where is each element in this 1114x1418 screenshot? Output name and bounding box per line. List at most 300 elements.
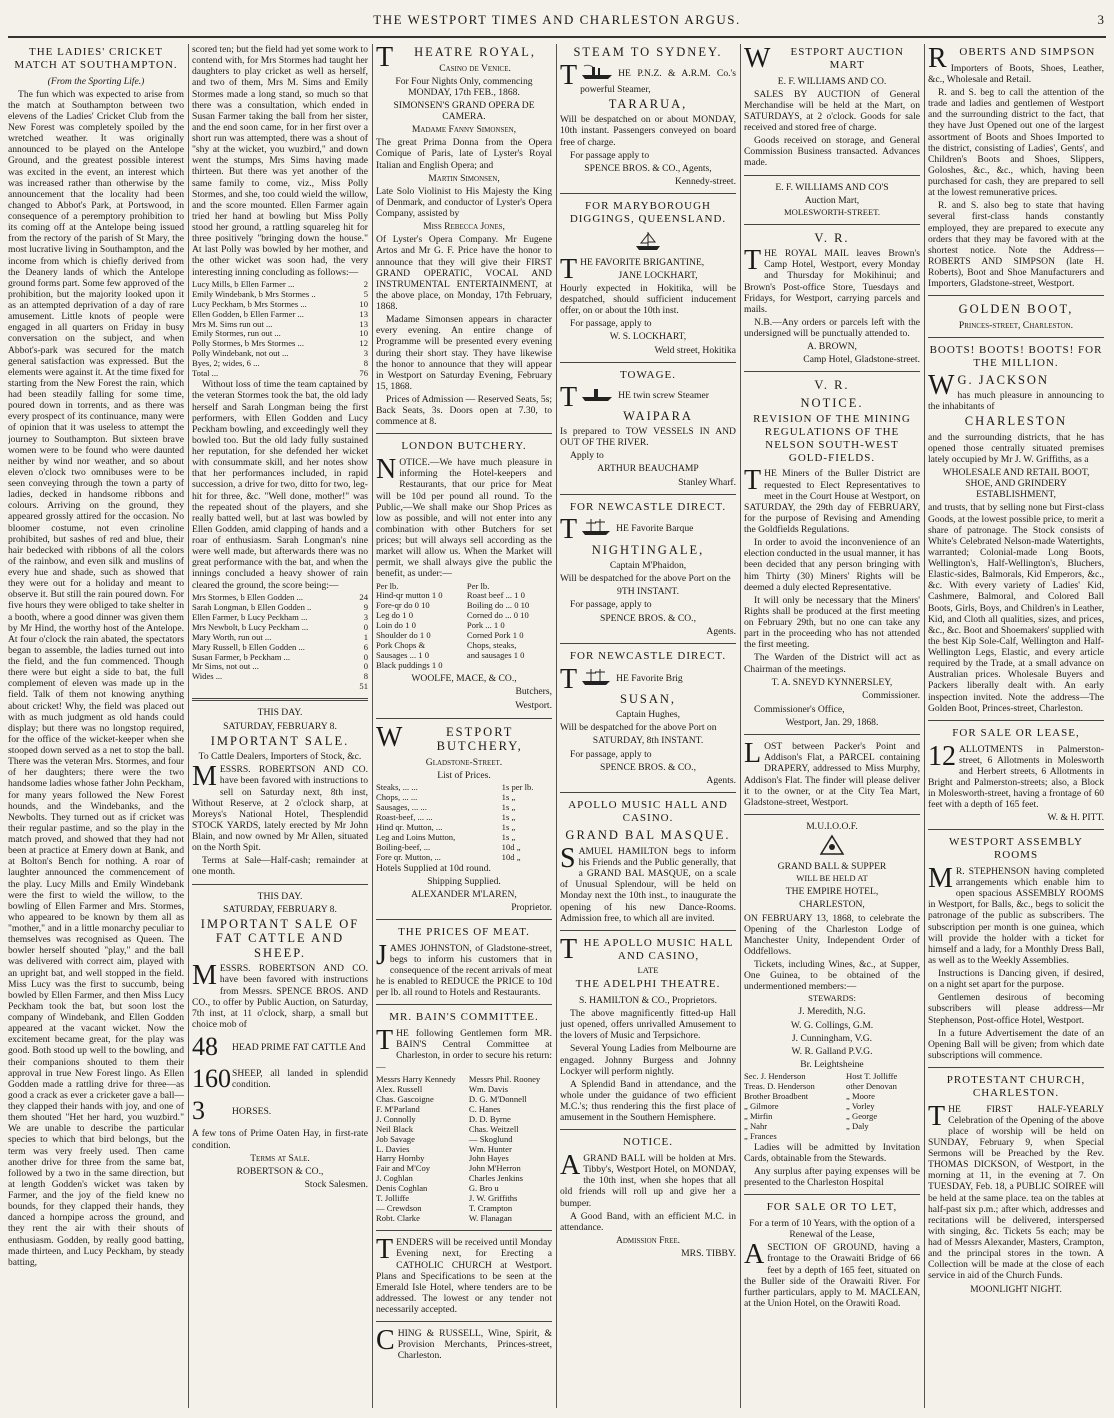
ad-body	[560, 514, 736, 546]
lot-list	[192, 1032, 368, 1126]
ad-text: It will only be necessary that the Miners' Rights shall be produced at the first meeting on February 29th, but no one can take any part in the proceeding who has not attended the first meeting.	[744, 594, 920, 651]
lot-number: 3	[192, 1096, 205, 1126]
score-row-cell: 1	[363, 631, 368, 642]
meat-price-table	[376, 582, 552, 672]
ad-text: HE Favorite Brig	[616, 672, 683, 684]
ad-text: Prices of Admission — Reserved Seats, 5s; Back Seats, 3s. Doors open at 7.30, to commence at 8.	[376, 394, 552, 428]
price-row-cell: 10d „	[501, 851, 521, 862]
ad-signature: ALEXANDER M'LAREN,	[411, 888, 517, 900]
officer-row-cell: „ Vorley	[846, 1100, 875, 1111]
score-row-cell: 0	[363, 621, 368, 632]
drop-cap: M	[192, 960, 217, 992]
officers-table	[744, 1072, 920, 1142]
committee-row-cell: D. G. M'Donnell	[468, 1093, 527, 1104]
ad-text: In order to avoid the inconvenience of an election conducted in the usual manner, it has been decided that any person bringing with him Thirty (30) Miners' Rights will be deemed a duly elected Representative.	[744, 537, 920, 593]
score-row-cell: 2	[363, 278, 368, 289]
score-row-cell: Sarah Longman, b Ellen Godden ..	[192, 601, 312, 612]
committee-row-cell: John M'Herron	[468, 1163, 521, 1174]
ship-captain: Captain Hughes,	[616, 709, 680, 721]
ad-heading: BOOTS! BOOTS! BOOTS! FOR THE MILLION.	[929, 343, 1103, 369]
score-row-cell: 24	[359, 591, 368, 602]
price-row-cell: 10d „	[501, 841, 521, 852]
score-row-cell: 51	[359, 681, 368, 692]
ad-signature-title: Stock Salesmen.	[304, 1178, 368, 1190]
ad-text: Will be despatched on or about MONDAY, 10th instant. Passengers conveyed on board free of charge.	[560, 114, 736, 148]
ad-text: List of Prices.	[437, 769, 491, 781]
ad-heading: APOLLO MUSIC HALL AND CASINO.	[568, 798, 728, 824]
ad-text: Apply to	[570, 450, 604, 462]
score-row	[192, 310, 368, 320]
price-row-cell: Chops, steaks,	[466, 640, 517, 651]
ad-heading: MR. BAIN'S COMMITTEE.	[389, 1011, 539, 1024]
price-row-cell: Boiling-beef, ...	[376, 841, 431, 852]
drop-cap: M	[192, 761, 217, 793]
ad-signature: ARTHUR BEAUCHAMP	[597, 463, 699, 475]
price-row-cell: Leg do 1 0	[376, 610, 413, 621]
sailing-date: 9TH INSTANT.	[617, 586, 679, 598]
committee-row-cell: L. Davies	[376, 1143, 410, 1154]
ad-text: AMES JOHNSTON, of Gladstone-street, begs to inform his customers that in consequence of the recent arrivals of meat he is enabled to REDUCE the PRICE to 10d per lb. all round to Hotels and Restaurants.	[376, 942, 552, 999]
ad-heading	[744, 46, 920, 72]
ad-signature-place: Stanley Wharf.	[678, 476, 736, 488]
ship-captain: Captain M'Phaidon,	[609, 560, 687, 571]
score-row-cell: Wides ...	[192, 671, 223, 682]
score-row-cell: 0	[363, 661, 368, 672]
price-row-cell: Fore qr. Mutton, ...	[376, 851, 441, 862]
drop-cap: T	[560, 59, 578, 91]
column-4	[560, 44, 736, 1408]
officer-row-cell: „ Daly	[846, 1120, 869, 1131]
lodge-emblem-icon	[744, 834, 920, 859]
drop-cap: T	[376, 44, 396, 73]
divider	[744, 175, 920, 176]
price-row-cell: 1s „	[501, 821, 516, 832]
score-row-cell: 13	[359, 318, 368, 329]
article-title: THE LADIES' CRICKET MATCH AT SOUTHAMPTON.	[14, 46, 178, 71]
ad-body	[192, 960, 368, 1030]
ad-text: HE FIRST HALF-YEARLY Celebration of the Opening of the above place of worship will be held on SUNDAY, February 9, when Special Sermons will be Preached by the Rev. THOMAS DICKSON, of Westport, in the morning at 11, in the evening at 7. On TUESDAY, Feb. 18, a PUBLIC SOIREE will be held at the same place. tea on the tables at half-past six p.m.; after which, addresses and recitations will be delivered, interspersed with singing, &c. Tickets 5s each; may be had of Messrs Alexander, Masters, Crampton, and the principal stores in the town. A Collection will be made at the close of each service in aid of the Church Funds.	[928, 1103, 1104, 1282]
price-row-cell: Pork ... 1 0	[466, 620, 505, 631]
ad-text: For passage, apply to	[570, 318, 652, 330]
lot-number: 48	[192, 1032, 218, 1061]
stewards-list	[744, 1006, 920, 1070]
committee-row-cell: F. M'Parland	[376, 1103, 420, 1114]
drop-cap: T	[744, 245, 762, 277]
committee-row-cell: J. W. Griffiths	[468, 1193, 518, 1204]
ad-text: ESTPORT AUCTION MART	[790, 46, 904, 71]
divider	[560, 643, 736, 644]
officer-row-cell: „ Mirfin	[744, 1110, 773, 1121]
ad-text: ENDERS will be received until Monday Evening next, for Erecting a CATHOLIC CHURCH at Westport. Plans and Specifications to be seen at the Emerald Isle Hotel, where tenders are to be addressed. The lowest or any tender not necessarily accepted.	[376, 1237, 552, 1315]
committee-row-cell: Denis Coghlan	[376, 1183, 428, 1194]
ad-text: ESSRS. ROBERTSON AND CO. have been favored with instructions from Messrs. SPENCE BROS. AND CO., to offer by Public Auction, on Saturday, 7th inst, at 11 o'clock, sharp, a small but choice mob of	[192, 963, 368, 1030]
ad-body	[744, 738, 920, 808]
price-row-cell: 1s „	[501, 831, 516, 842]
officer-row-cell: Brother Broadbent	[744, 1090, 809, 1101]
ad-subheading: GRAND BAL MASQUE.	[565, 828, 731, 843]
ad-heading: FOR NEWCASTLE DIRECT.	[569, 649, 727, 662]
ad-heading	[560, 933, 736, 965]
divider	[928, 295, 1104, 296]
drop-cap: W	[376, 721, 405, 753]
performer-name: Martin Simonsen,	[428, 172, 500, 184]
ad-body	[376, 454, 552, 580]
ad-text: In a future Advertisement the date of an Opening Ball will be given; from which date subscriptions will commence.	[928, 1027, 1104, 1061]
ad-text: R. STEPHENSON having completed arrangements which enable him to open spacious ASSEMBLY ROOMS in Westport, for Balls, &c., begs to solicit the patronage of the public as subscribers. The subscription per month is one guinea, which will provide the holder with a ticket for himself and a lady, for a Monthly Dress Ball, as well as to the Weekly Assemblies.	[928, 865, 1104, 966]
ad-text: SECTION OF GROUND, having a frontage to the Orawaiti Bridge of 66 feet by a depth of 165 feet, situated on the Buller side of the Orawaiti River. For further particulars, apply to M. MACLEAN, at the Union Hotel, on the Orawiti Road.	[744, 1242, 920, 1309]
price-row-cell: Pork Chops &	[376, 640, 426, 651]
score-row	[192, 359, 368, 369]
ad-text: Shipping Supplied.	[427, 875, 501, 887]
score-row-cell: Byes, 2; wides, 6 ...	[192, 358, 260, 369]
officer-row-cell: Host T. Jolliffe	[846, 1071, 898, 1082]
divider	[560, 193, 736, 194]
score-row-cell: 5	[363, 288, 368, 299]
committee-row-cell: Messrs Phil. Rooney	[468, 1073, 541, 1084]
score-row-cell: 76	[359, 368, 368, 379]
drop-cap: A	[560, 1150, 581, 1182]
ad-text: OTICE.—We have much pleasure in informing the Hotel-keepers and Restaurants, that our price for Meat will be 10d per pound all round. To the Public,—We shall make our Shop Prices as low as possible, and will not enter into any combination with other Butchers for set prices; but will always sell according as the market will allow us. When the Market will permit, we shall always give the public the benefit, as under:—	[376, 457, 552, 580]
performer-name: Miss Rebecca Jones,	[423, 221, 505, 233]
ad-heading: REVISION OF THE MINING REGULATIONS OF THE NELSON SOUTH-WEST GOLD-FIELDS.	[753, 413, 911, 464]
article-body: The fun which was expected to arise from the match at Southampton between two elevens of the Ladies' Cricket Club from the New Forest was completely spoiled by the wretched weather. It was originally announced to be played on the Antelope Ground, and the greatest possible interest was excited in the event, an interest which was increased rather than otherwise by the announcement that the locality had been changed to Abbot's Park, at Portswood, in consequence of a peremptory prohibition to its coming off at the Antelope being issued from the rectory of the parish of St Mary, the most lucrative living in Southampton, and the income from which is chiefly derived from the Deanery lands of which the Antelope ground forms part. Some few approved of the prohibition, but the majority looked upon it as an attempted deprivation of a day of rare amusement. Little knots of people were engaged in all quarters on Friday in busy conversation on the subject, and when Abbot's-park was secured for the match general satisfaction was expressed. But the elements were against it. At the time fixed for starting from the New Forest the rain, which had been steadily falling for some time, poured down in torrents, and as there was every prospect of its continuance, many were of opinion that it was useless to attempt the journey to Southampton. But sixteen brave women were to be found who were daunted neither by wind nor weather, and so about eleven o'clock two omnibuses were to be seen conveying through the town a party of ladies, decked in handsome ribbons and colours. Arriving on the ground, they appeared grossly attired for the occasion. No bloomer costume, not even crinoline prohibited, but sashes of red and blue, their hair bedecked with ribbons of all the colors of the rainbow, and even silk and muslins of every hue and shade, such as showed that they were out for a holiday and meant to observe it. But still the rain poured down. For five hours they were obliged to take shelter in a booth, where a good dinner was given them by Mr Hind, the worthy host of the Antelope. At four o'clock the rain abated, the spectators began to assemble, the ladies turned out into the field, and the fun commenced. Though there were but eight a side to bat, the full complement of eleven was made up in the field. Talk of them not knowing anything about cricket! Why, the field was placed out with as much judgment as old hands could display; but there was no longstop required, for the office of the wicket-keeper when she stooped down served as a net to stop the ball. There was the veteran Mrs. Stormes, and four of her daughters; there were the two handsome ladies whose father John Peckham, for many years followed the New Forest hounds, and the Windebanks, and the Newbolts. They turned out as if cricket was their regular pastime, and so the play in the match proved, and showed that they had not been at practice at Emery down at Bank, and at Bolton's Bench for nothing. A roar of laughter announced the commencement of the play. Lucy Mills and Emily Windebank were the first to wield the willow, to the bowling of Ellen Farmer and Mrs. Stormes, who appeared to be known by them all as "mother," and in a little monarchy peculiar to themselves was recognised as Queen. The bowler herself shouted "play," and the ball was delivered with correct aim, played with an upright bat, and well stopped in the field. Miss Lucy was the first to succumb, being bowled by Ellen Farmer, and then Miss Lucy Peckham took the bat, but soon lost the company of Windebank, and Ellen Godden appeared at the vacant wicket. Now the excitement became great, for the play was good. Both stood up well to the bowling, and their companions shouted to them their approval in true New Forest lingo. As Ellen Godden made a rattling drive for three—as good a crack as ever a cricketer gave a ball—they clapped their hands with joy, and one of them shouted "Het her hard, you wuzbird." We are unable to describe the particular species to which that bird belongs, but the term was very freely used. Then came another drive for three from the same bat, followed by a two in the same direction, but at length Godden's wicket was taken by Farmer, and the joy of the field knew no bounds, for they clapped their hands, they danced a hornpipe across the ground, and they rent the air with their shouts of enthusiasm. Godden, by really good batting, made thirteen, and Lucy Peckham, by steady batting,	[8, 88, 184, 1268]
ad-text: Tickets, including Wines, &c., at Supper, One Guinea, to be obtained of the undermentioned members:—	[744, 959, 920, 993]
ad-text: GRAND BALL will be holden at Mrs. Tibby's, Westport Hotel, on MONDAY, the 10th inst, when she hopes that all old friends will roll up and give her a bumper.	[560, 1153, 736, 1209]
price-row-cell: Loin do 1 0	[376, 620, 416, 631]
ad-text: For Four Nights Only, commencing MONDAY, 17th FEB., 1868.	[395, 75, 533, 98]
score-row-cell	[192, 682, 346, 692]
ad-text: Will be despatched for the above Port on	[560, 722, 717, 734]
committee-row-cell: John Hayes	[468, 1153, 509, 1164]
ad-heading: E. F. WILLIAMS AND CO'S	[775, 181, 889, 193]
committee-list	[376, 1075, 552, 1225]
steamer-icon	[580, 385, 614, 406]
score-table-first-innings	[192, 280, 368, 380]
ad-body	[928, 740, 1104, 811]
ship-icon	[580, 63, 614, 84]
ad-text: Ladies will be admitted by Invitation Cards, obtainable from the Stewards.	[744, 1141, 920, 1164]
ad-signature: MRS. TIBBY.	[681, 1248, 736, 1260]
drop-cap: C	[376, 1325, 395, 1357]
score-row-cell: 10	[359, 328, 368, 339]
ad-text: GRAND BALL & SUPPER	[777, 861, 887, 873]
ad-signature-title: Agents.	[706, 625, 736, 637]
ad-text: ON FEBRUARY 13, 1868, to celebrate the Opening of the Charleston Lodge of Manchester Unity, Independent Order of Oddfellows.	[744, 912, 920, 957]
score-row-cell: Ellen Farmer, b Lucy Peckham ...	[192, 611, 308, 622]
steward-name: W. G. Collings, G.M.	[790, 1019, 874, 1031]
ad-text: Instructions is Dancing given, if desired, on a night set apart for the purpose.	[928, 968, 1104, 991]
ad-heading: LONDON BUTCHERY.	[401, 440, 527, 453]
ad-text: OST between Packer's Point and Addison's Flat, a PARCEL containing DRAPERY, addressed to Miss Murphy, Addison's Flat. The finder will please deliver it to the owner, or at the City Tea Mart, Gladstone-street, Westport.	[744, 741, 920, 808]
ad-this-day: THIS DAY.	[257, 707, 303, 719]
ad-text: Is prepared to TOW VESSELS IN AND OUT OF THE RIVER.	[560, 426, 736, 449]
drop-cap: T	[560, 663, 578, 695]
ad-text: Any surplus after paying expenses will be presented to the Charleston Hospital	[744, 1166, 920, 1189]
ad-this-day: THIS DAY.	[257, 890, 303, 902]
price-row-cell: Roast beef ... 1 0	[466, 590, 525, 601]
ad-text: THE EMPIRE HOTEL,	[785, 886, 879, 898]
ad-signature-office: Commissioner's Office,	[754, 703, 845, 715]
column-rule	[924, 44, 925, 1408]
ad-body	[560, 842, 736, 924]
ad-text: Will be despatched for the above Port on the	[560, 573, 731, 585]
stewards-heading: STEWARDS:	[808, 993, 856, 1004]
lot-item	[192, 1064, 368, 1094]
score-row-cell: 3	[363, 611, 368, 622]
ad-body	[744, 245, 920, 315]
lot-description: SHEEP, all landed in splendid condition.	[232, 1068, 368, 1091]
ad-signature-place: Westport.	[515, 700, 552, 712]
ad-heading	[376, 721, 552, 754]
committee-row-cell: Neil Black	[376, 1123, 413, 1134]
ad-text: HE ROYAL MAIL leaves Brown's Camp Hotel, Westport, every Monday and Thursday for Mokihinui; and Brown's Post-office Store, Tuesdays and Fridays, for Westport, carrying parcels and mails.	[744, 248, 920, 315]
ad-date: SATURDAY, FEBRUARY 8.	[223, 903, 337, 915]
ad-signature: W. S. LOCKHART,	[609, 331, 687, 343]
ad-text: OBERTS AND SIMPSON	[959, 46, 1096, 58]
ad-heading: NOTICE.	[622, 1136, 674, 1149]
officer-row-cell: „ Frances	[744, 1130, 777, 1141]
score-row-cell: Polly Windebank, not out ...	[192, 348, 289, 359]
ad-text: and trusts, that by selling none but First-class Goods, at the lowest possible price, to merit a share of patronage. The Stock consists of White's Celebrated Nelson-made Watertights, warranted; Colonial-made Long Boots, Wellington's, Half-Wellington's, Bluchers, Elastic-sides, Balmorals, Kid Emperors, &c., &c. With every variety of Ladies' Kid, Cashmere, Balmoral, and Colored Ball Boots, Girls, Boys, and Children's in Leather, Kid, and Cloth all qualities, sizes, and prices, &c., &c. Boot and Shoemakers' supplied with the best Kip Sole-Calf, Wellington and Half-Wellington Legs, Elastic, and every article required by the Trade, at a small advance on Australian prices. Wholesale Buyers and Packers liberally dealt with. An early inspection invited. Note the address—The Golden Boot, Princes-street, Charleston.	[928, 502, 1104, 714]
score-row-cell: Mrs Stormes, b Ellen Godden ...	[192, 591, 303, 602]
price-row-cell: Black puddings 1 0	[376, 660, 443, 671]
ad-text: N.B.—Any orders or parcels left with the undersigned will be punctually attended to.	[744, 316, 920, 340]
ad-text: For passage, apply to	[570, 599, 652, 611]
score-row-cell: Mrs M. Sims run out ...	[192, 318, 273, 329]
ad-signature: A. BROWN,	[807, 341, 857, 353]
ad-signature: SPENCE BROS. & CO.,	[600, 612, 696, 624]
masthead	[8, 6, 1106, 38]
royal-cipher: V. R.	[814, 378, 850, 393]
ad-text: G. JACKSON	[957, 373, 1049, 388]
ship-icon	[560, 230, 736, 255]
committee-row-cell: D. D. Byrne	[468, 1113, 511, 1124]
divider	[928, 337, 1104, 338]
steward-name: Br. Leightsheine	[800, 1058, 864, 1070]
drop-cap: L	[744, 738, 762, 770]
divider	[744, 224, 920, 225]
lot-number: 160	[192, 1064, 231, 1094]
committee-row-cell: J. Connolly	[376, 1113, 416, 1124]
performer-name: Madame Fanny Simonsen,	[411, 124, 517, 136]
officer-row-cell: Sec. J. Henderson	[744, 1071, 806, 1082]
committee-row-cell: T. Jolliffe	[376, 1193, 410, 1204]
ad-heading: FOR NEWCASTLE DIRECT.	[569, 500, 727, 513]
ad-subheading: Auction Mart,	[804, 194, 860, 206]
ad-street: MOLESWORTH-STREET.	[784, 206, 880, 217]
price-row	[376, 853, 552, 863]
price-row-cell: Sausages ... 1 0	[376, 650, 429, 661]
lot-description: HORSES.	[232, 1105, 272, 1117]
ad-text: Goods received on storage, and General Commission Business transacted. Advances made.	[744, 135, 920, 169]
price-row-cell: Shoulder do 1 0	[376, 630, 431, 641]
score-row-cell: Mr Sims, not out ...	[192, 661, 259, 672]
divider	[744, 814, 920, 815]
divider	[192, 884, 368, 885]
ad-text: HE Favorite Barque	[616, 523, 694, 535]
divider	[744, 1194, 920, 1195]
ad-text: The great Prima Donna from the Opera Comique of Paris, late of Lyster's Royal Italian and English Opera; and	[376, 137, 552, 171]
drop-cap: W	[928, 370, 955, 402]
drop-cap: T	[560, 382, 578, 414]
ad-text: HE P.N.Z. & A.R.M. Co.'s powerful Steamer,	[580, 67, 736, 95]
sailing-date: SATURDAY, 8th INSTANT.	[592, 735, 704, 747]
committee-row-cell: Robt. Clarke	[376, 1213, 420, 1224]
divider	[560, 494, 736, 495]
ad-text: Late Solo Violinist to His Majesty the King of Denmark, and conductor of Lyster's Opera Company, assisted by	[376, 185, 552, 219]
price-row-cell: 1s „	[501, 801, 516, 812]
ad-text: Importers of Boots, Shoes, Leather, &c., Wholesale and Retail.	[928, 62, 1104, 85]
committee-row-cell: T. Crampton	[468, 1203, 513, 1214]
drop-cap: N	[376, 454, 397, 486]
committee-row-cell: — Skoglund	[468, 1133, 513, 1144]
ad-signature-title: Butchers,	[515, 686, 552, 698]
column-rule	[556, 44, 557, 1408]
ad-text: Of Lyster's Opera Company. Mr Eugene Artos and Mr G. F. Price have the honor to announce that they will give their FIRST GRAND OPERATIC, VOCAL AND INSTRUMENTAL ENTERTAINMENT, at the above place, on Monday, 17th February, 1868.	[376, 234, 552, 312]
ad-text: A Splendid Band in attendance, and the whole under the guidance of two efficient M.C.'s; thus rendering this the first place of amusement in the Southern Hemisphere.	[560, 1078, 736, 1124]
ad-heading: M.U.I.O.O.F.	[806, 820, 858, 832]
ad-text: has much pleasure in announcing to the inhabitants of	[928, 389, 1104, 412]
column-1	[8, 44, 184, 1408]
committee-row-cell: Chas. Weitzell	[468, 1123, 519, 1134]
ad-text: HING & RUSSELL, Wine, Spirit, & Provision Merchants, Princes-street, Charleston.	[397, 1328, 552, 1362]
ad-signature: SPENCE BROS. & CO., Agents,	[584, 162, 712, 174]
price-row-cell: Boiling do ... 0 10	[466, 600, 530, 611]
drop-cap: T	[560, 933, 579, 965]
notice-heading: NOTICE.	[800, 395, 864, 410]
royal-cipher: V. R.	[814, 230, 850, 245]
article-body-continued: scored ten; but the field had yet some work to contend with, for Mrs Stormes had taught her daughters to play cricket as well as herself, and two of them, Mrs M. Sims and Emily Stormes made a long stand, so much so that there was a consultation, which ended in Susan Farmer taking the ball from her sister, and the end soon came, for in her first over a short run was attempted, there was a shout of "shy at the wicket, you wuzbird," and down went the stumps, Mrs Sims having made thirteen. But there was yet another of the same family to come, viz., Miss Polly Stormes, and she, too could wield the willow, and the score mounted. Ellen Farmer again tried her hand at bowling but Miss Polly stood her ground, a rattling squareleg hit for three positively "bringing down the house." At last Polly was bowled by her mother, and the other wicket was soon had, the very interesting inning concluding as follows:—	[192, 44, 368, 278]
officer-row	[744, 1132, 920, 1142]
divider	[560, 792, 736, 793]
drop-cap: T	[560, 253, 578, 285]
price-row-cell: Per lb.	[376, 580, 399, 591]
newspaper-title: THE WESTPORT TIMES AND CHARLESTON ARGUS.	[373, 12, 741, 27]
score-row-cell: 12	[359, 338, 368, 349]
score-row-cell: Ellen Godden, b Ellen Farmer ...	[192, 308, 304, 319]
ad-subheading: E. F. WILLIAMS AND CO.	[777, 75, 887, 87]
score-row-cell: Emily Windebank, b Mrs Stormes ..	[192, 288, 316, 299]
ad-text: R. and S. beg to call the attention of the trade and ladies and gentlemen of Westport and the surrounding district to the fact, that they have Just Opened out one of the largest assortment of Boots and Shoes Imported to the district, consisting of Ladies', Gents', and Children's Boots and Shoes, Slippers, Goloshes, &c., &c., which, having been purchased for cash, they are prepared to sell at the lowest remunerative prices.	[928, 87, 1104, 199]
price-row-cell: and sausages 1 0	[466, 650, 525, 661]
ad-terms: Terms at Sale—Half-cash; remainder at one month.	[192, 855, 368, 878]
steward-name: J. Meredith, N.G.	[798, 1006, 866, 1018]
divider	[376, 1321, 552, 1322]
committee-row-cell: W. Flanagan	[468, 1213, 512, 1224]
score-row-cell: 8	[363, 671, 368, 682]
ad-text: HE Miners of the Buller District are requested to Elect Representatives to meet in the Court House at Westport, on SATURDAY, the 29th day of FEBRUARY, for the purpose of Revising and Amending the Goldfields Regulations.	[744, 468, 920, 536]
ad-hay: A few tons of Prime Oaten Hay, in first-rate condition.	[192, 1128, 368, 1151]
officer-row-cell	[846, 1132, 920, 1142]
committee-row-cell: Harry Hornby	[376, 1153, 425, 1164]
lot-item	[192, 1032, 368, 1062]
ad-text: SIMONSEN'S GRAND OPERA DE CAMERA.	[393, 99, 535, 122]
ad-heading: FOR MARYBOROUGH DIGGINGS, QUEENSLAND.	[569, 200, 727, 225]
ad-text: HE following Gentlemen form MR. BAIN'S Central Committee at Charleston, in order to secure his return:—	[376, 1028, 552, 1073]
committee-row-cell: C. Hanes	[468, 1103, 501, 1114]
ad-text: CHARLESTON,	[799, 899, 865, 911]
ad-date: SATURDAY, FEBRUARY 8.	[223, 720, 337, 732]
divider	[928, 829, 1104, 830]
ad-heading: THE PRICES OF MEAT.	[398, 926, 530, 939]
ad-body	[560, 1150, 736, 1209]
committee-row-cell: Charles Jenkins	[468, 1173, 524, 1184]
ad-heading: GOLDEN BOOT,	[958, 302, 1074, 317]
ad-body	[744, 1239, 920, 1309]
ad-text: R. and S. also beg to state that having several first-class hands constantly employed, they are prepared to execute any orders that they may be favored with at the shortest notice. Note the Address—ROBERTS AND SIMPSON (late H. Roberts), Boot and Shoe Manufacturers and Importers, Gladstone-street, Westport.	[928, 200, 1104, 290]
ad-signature-place: Camp Hotel, Gladstone-street.	[803, 354, 920, 366]
officer-row-cell: other Denovan	[846, 1081, 897, 1091]
steward-name: W. R. Galland P.V.G.	[791, 1045, 873, 1057]
ad-heading: IMPORTANT SALE.	[210, 733, 350, 748]
divider	[192, 698, 368, 701]
officer-row-cell: „ Moore	[846, 1090, 875, 1101]
price-row-cell: Roast-beef, ... ...	[376, 811, 433, 822]
score-row-cell: 9	[363, 601, 368, 612]
price-row-cell	[467, 661, 552, 671]
committee-row-cell: Wm. Hunter	[468, 1143, 512, 1154]
ad-heading: TOWAGE.	[620, 368, 676, 381]
ad-text: A Good Band, with an efficient M.C. in attendance.	[560, 1210, 736, 1233]
price-row-cell: Chops, ... ...	[376, 791, 418, 802]
ad-heading: MOONLIGHT NIGHT.	[970, 1283, 1062, 1295]
ship-name: JANE LOCKHART,	[618, 269, 698, 281]
ad-text: Hourly expected in Hokitika, will be despatched, should sufficient inducement offer, on or about the 10th inst.	[560, 282, 736, 317]
drop-cap: A	[744, 1239, 765, 1271]
committee-row-cell: G. Bro u	[468, 1183, 499, 1194]
score-row-cell: Susan Farmer, b Peckham ...	[192, 651, 290, 662]
score-row-cell: 0	[363, 651, 368, 662]
ad-text: AMUEL HAMILTON begs to inform his Friends and the Public generally, that a GRAND BAL MASQUE, on a scale of Unusual Splendour, will be held on Monday next the 10th inst., to inaugurate the opening of his new Dance-Rooms. Admission free, to which all are invited.	[560, 845, 736, 924]
divider	[560, 362, 736, 363]
ad-body	[560, 382, 736, 414]
ad-heading: PROTESTANT CHURCH, CHARLESTON.	[946, 1074, 1086, 1099]
committee-row-cell: Alex. Russell	[376, 1083, 423, 1094]
divider	[376, 1004, 552, 1005]
committee-row-cell: Job Savage	[376, 1133, 415, 1144]
committee-row-cell: Wm. Davis	[468, 1083, 508, 1094]
column-rule	[188, 44, 189, 1408]
ad-heading: IMPORTANT SALE OF FAT CATTLE AND SHEEP.	[200, 916, 360, 960]
column-6	[928, 44, 1104, 1408]
committee-row-cell: Fair and M'Coy	[376, 1163, 431, 1174]
divider	[376, 919, 552, 920]
score-row	[192, 369, 368, 379]
ad-text: For a term of 10 Years, with the option of a Renewal of the Lease,	[749, 1218, 915, 1241]
officer-row	[744, 1112, 920, 1122]
score-row-cell: 6	[363, 641, 368, 652]
drop-cap: T	[376, 1025, 394, 1057]
score-row-cell: Polly Stormes, b Mrs Stormes ...	[192, 338, 304, 349]
ad-heading: STEAM TO SYDNEY.	[573, 45, 723, 59]
column-5	[744, 44, 920, 1408]
ad-body	[928, 1100, 1104, 1282]
score-row-cell: 3	[363, 348, 368, 359]
divider	[928, 720, 1104, 721]
ad-text: LATE	[637, 965, 659, 976]
ad-heading: WESTPORT ASSEMBLY ROOMS	[949, 836, 1083, 862]
ad-signature-title: Agents.	[706, 774, 736, 786]
score-row-cell: 10	[359, 298, 368, 309]
drop-cap: T	[744, 465, 762, 497]
ad-body	[376, 1234, 552, 1315]
ad-signature: T. A. SNEYD KYNNERSLEY,	[771, 676, 893, 688]
ship-name: NIGHTINGALE,	[591, 542, 705, 557]
drop-cap: M	[928, 862, 953, 894]
ad-subheading: To Cattle Dealers, Importers of Stock, &c.	[198, 751, 362, 763]
ad-body	[744, 465, 920, 536]
ad-signature-title: Proprietor.	[511, 901, 552, 913]
